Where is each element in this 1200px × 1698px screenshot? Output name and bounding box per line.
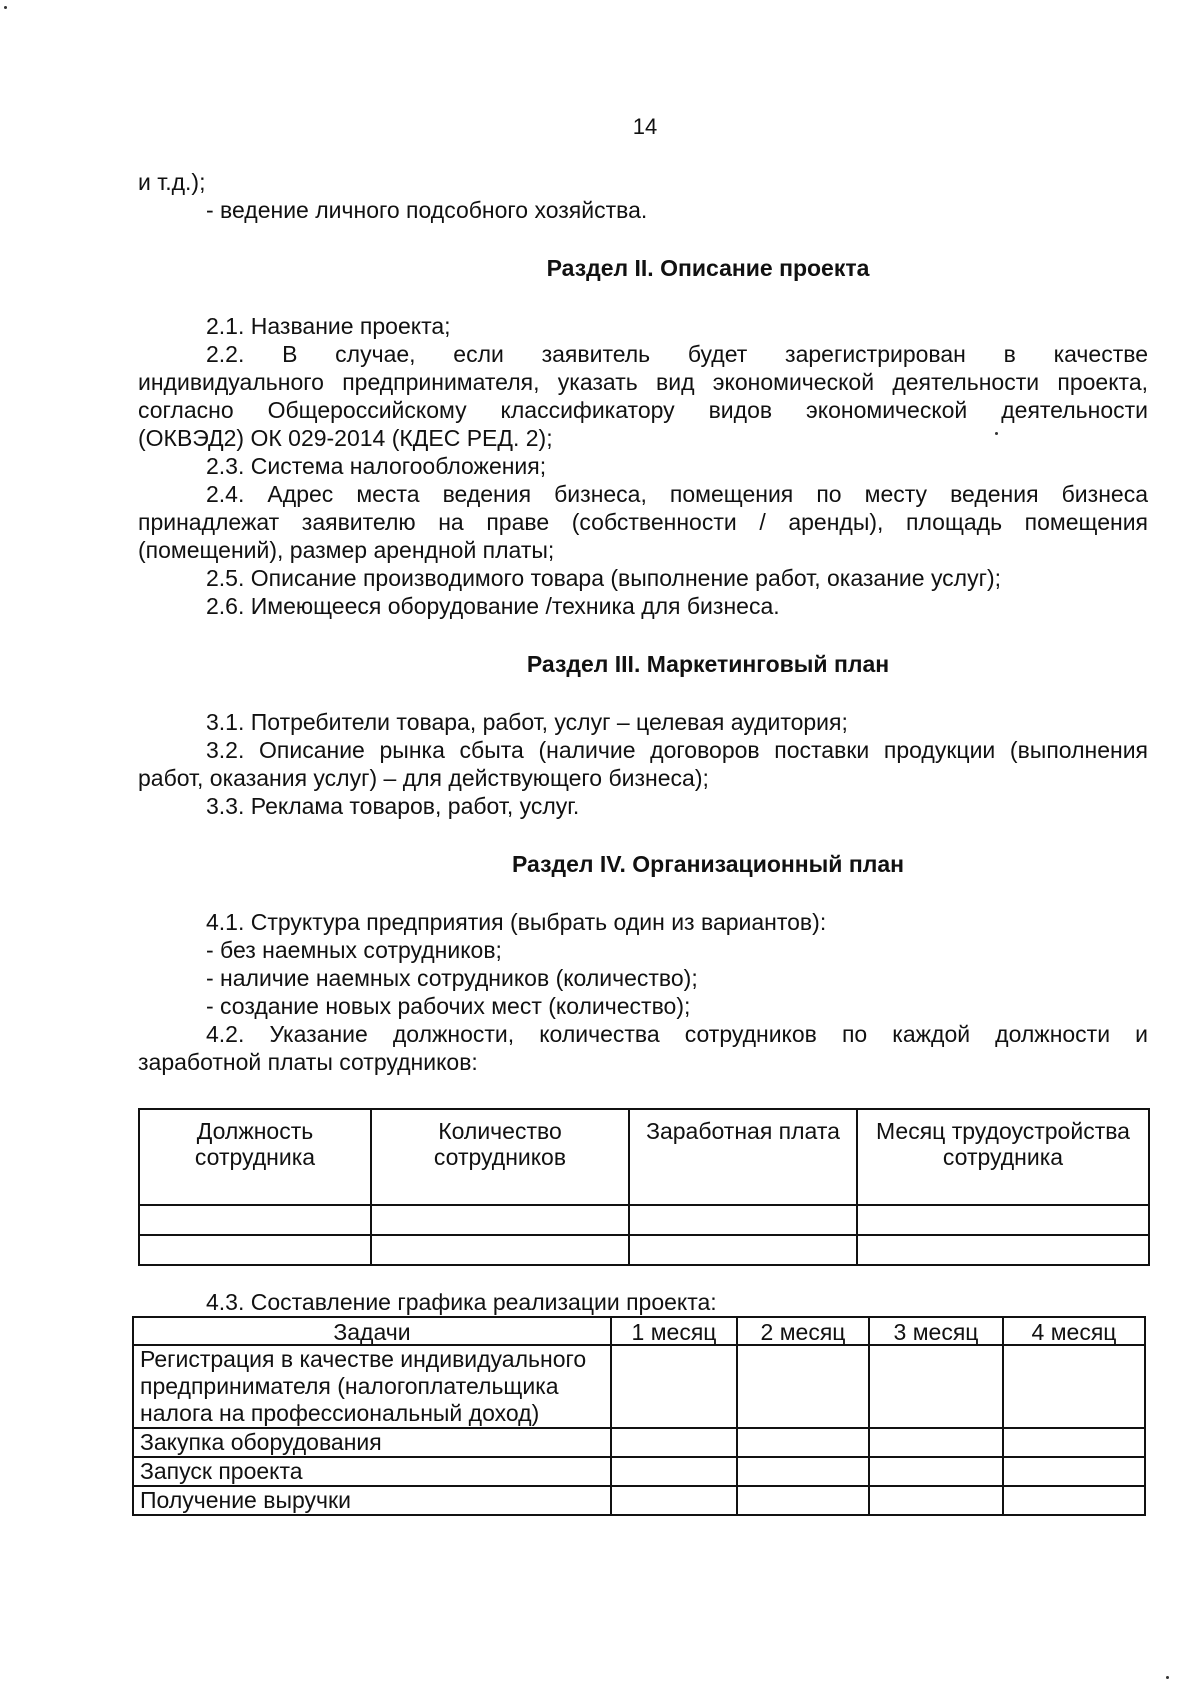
table-cell[interactable] xyxy=(611,1457,737,1486)
column-header-month-3: 3 месяц xyxy=(869,1317,1003,1345)
table-cell[interactable] xyxy=(629,1235,857,1265)
table-cell[interactable] xyxy=(139,1235,371,1265)
table-row xyxy=(133,1457,1145,1486)
table-cell[interactable] xyxy=(869,1345,1003,1428)
column-header-month-4: 4 месяц xyxy=(1003,1317,1145,1345)
section-3-title: Раздел III. Маркетинговый план xyxy=(526,651,890,677)
table-cell[interactable] xyxy=(857,1235,1149,1265)
table-row xyxy=(133,1486,1145,1515)
column-header-tasks: Задачи xyxy=(133,1317,611,1345)
table-row xyxy=(133,1345,1145,1428)
table-cell[interactable] xyxy=(139,1205,371,1235)
table-cell[interactable] xyxy=(611,1345,737,1428)
column-header-month-2: 2 месяц xyxy=(737,1317,869,1345)
item-2-4-line: 2.4. Адрес места ведения бизнеса, помещения по месту ведения бизнеса xyxy=(206,481,1148,507)
task-cell: Регистрация в качестве индивидуального предпринимателя (налогоплательщика налога на профессиональный доход) xyxy=(133,1345,611,1428)
intro-line-2: - ведение личного подсобного хозяйства. xyxy=(206,197,648,223)
item-2-5: 2.5. Описание производимого товара (выполнение работ, оказание услуг); xyxy=(206,565,1002,591)
item-2-2-line: индивидуального предпринимателя, указать вид экономической деятельности проекта, xyxy=(138,369,1148,395)
column-header-count: Количество сотрудников xyxy=(371,1109,629,1205)
task-cell: Запуск проекта xyxy=(133,1457,611,1486)
table-header-row xyxy=(139,1109,1149,1205)
table-cell[interactable] xyxy=(737,1486,869,1515)
table-cell[interactable] xyxy=(869,1457,1003,1486)
table-cell[interactable] xyxy=(857,1205,1149,1235)
table-cell[interactable] xyxy=(629,1205,857,1235)
item-3-2-line: 3.2. Описание рынка сбыта (наличие договоров поставки продукции (выполнения xyxy=(206,737,1148,763)
column-header-hire-month: Месяц трудоустройства сотрудника xyxy=(857,1109,1149,1205)
item-3-2 xyxy=(138,736,1148,792)
item-2-2-line: 2.2. В случае, если заявитель будет зарегистрирован в качестве xyxy=(206,341,1148,367)
document-body xyxy=(138,168,1148,1516)
item-2-2 xyxy=(138,340,1148,452)
table-header-row xyxy=(133,1317,1145,1345)
table-cell[interactable] xyxy=(1003,1486,1145,1515)
item-2-4-line: принадлежат заявителю на праве (собственности / аренды), площадь помещения xyxy=(138,509,1148,535)
table-cell[interactable] xyxy=(737,1428,869,1457)
item-4-1: 4.1. Структура предприятия (выбрать один из вариантов): xyxy=(206,909,827,935)
table-row xyxy=(139,1205,1149,1235)
table-cell[interactable] xyxy=(611,1486,737,1515)
option-3: - создание новых рабочих мест (количество); xyxy=(206,993,691,1019)
table-row xyxy=(133,1428,1145,1457)
table-cell[interactable] xyxy=(869,1486,1003,1515)
task-cell: Закупка оборудования xyxy=(133,1428,611,1457)
table-cell[interactable] xyxy=(869,1428,1003,1457)
table-cell[interactable] xyxy=(1003,1457,1145,1486)
item-2-2-line: согласно Общероссийскому классификатору видов экономической деятельности xyxy=(138,397,1148,423)
option-2: - наличие наемных сотрудников (количество); xyxy=(206,965,698,991)
item-2-4-line: (помещений), размер арендной платы; xyxy=(138,537,555,563)
scan-speck xyxy=(4,6,7,9)
table-cell[interactable] xyxy=(1003,1428,1145,1457)
item-2-2-line: (ОКВЭД2) ОК 029-2014 (КДЕС РЕД. 2); xyxy=(138,425,553,451)
section-2-title: Раздел II. Описание проекта xyxy=(546,255,870,281)
item-2-4 xyxy=(138,480,1148,564)
item-4-3: 4.3. Составление графика реализации проекта: xyxy=(206,1289,717,1315)
staff-table xyxy=(138,1108,1150,1266)
section-4-title: Раздел IV. Организационный план xyxy=(511,851,905,877)
table-cell[interactable] xyxy=(611,1428,737,1457)
table-row xyxy=(139,1235,1149,1265)
task-cell: Получение выручки xyxy=(133,1486,611,1515)
scan-speck xyxy=(995,432,998,435)
column-header-salary: Заработная плата xyxy=(629,1109,857,1205)
schedule-table xyxy=(132,1316,1146,1516)
scan-speck xyxy=(1166,1676,1169,1679)
table-cell[interactable] xyxy=(737,1345,869,1428)
intro-line-1: и т.д.); xyxy=(138,169,206,195)
option-1: - без наемных сотрудников; xyxy=(206,937,502,963)
item-4-2 xyxy=(138,1020,1148,1076)
table-cell[interactable] xyxy=(371,1235,629,1265)
item-2-3: 2.3. Система налогообложения; xyxy=(206,453,547,479)
table-cell[interactable] xyxy=(1003,1345,1145,1428)
item-3-3: 3.3. Реклама товаров, работ, услуг. xyxy=(206,793,580,819)
item-3-2-line: работ, оказания услуг) – для действующего бизнеса); xyxy=(138,765,709,791)
table-cell[interactable] xyxy=(737,1457,869,1486)
item-2-1: 2.1. Название проекта; xyxy=(206,313,451,339)
item-4-2-line: 4.2. Указание должности, количества сотрудников по каждой должности и xyxy=(206,1021,1148,1047)
table-cell[interactable] xyxy=(371,1205,629,1235)
item-2-6: 2.6. Имеющееся оборудование /техника для бизнеса. xyxy=(206,593,780,619)
item-4-2-line: заработной платы сотрудников: xyxy=(138,1049,478,1075)
page-number: 14 xyxy=(632,114,658,139)
column-header-position: Должность сотрудника xyxy=(139,1109,371,1205)
column-header-month-1: 1 месяц xyxy=(611,1317,737,1345)
item-3-1: 3.1. Потребители товара, работ, услуг – целевая аудитория; xyxy=(206,709,848,735)
